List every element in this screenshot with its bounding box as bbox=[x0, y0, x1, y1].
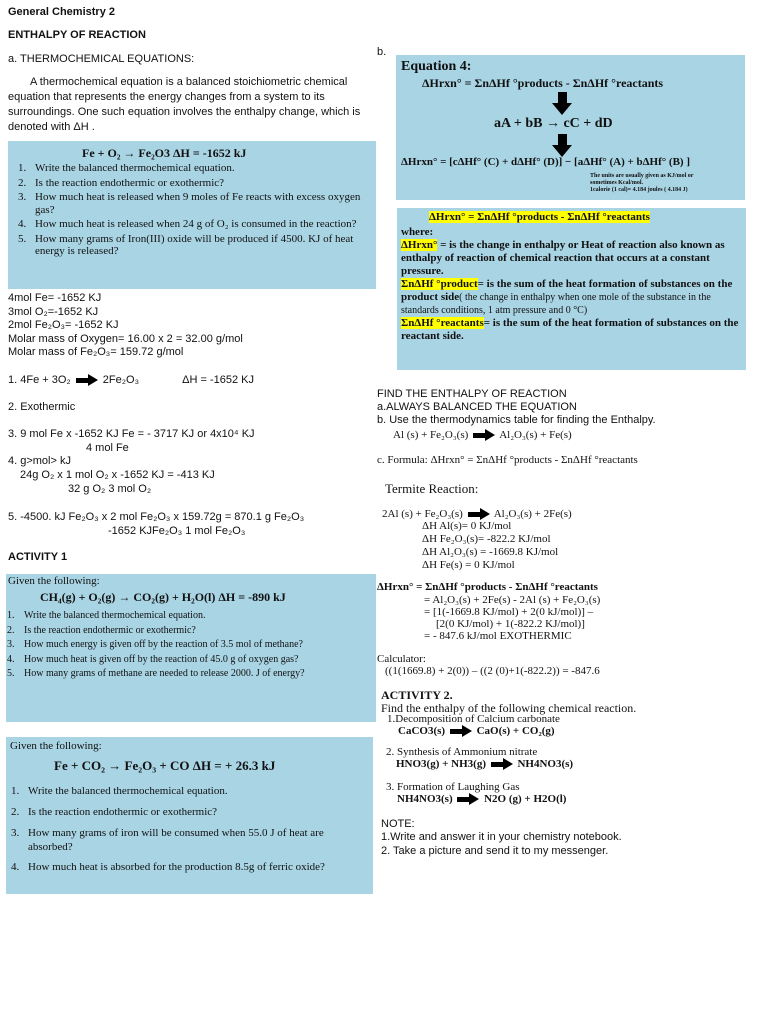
topic-title: ENTHALPY OF REACTION bbox=[8, 29, 146, 41]
list-item: 1. Write the balanced thermochemical equation. bbox=[11, 785, 228, 797]
answer-3: 3. 9 mol Fe x -1652 KJ Fe = - 3717 KJ or 4x10⁴ KJ bbox=[8, 428, 255, 440]
ferric-equation: Fe + CO₂ → Fe₂O₃ + CO ΔH = + 26.3 kJ bbox=[54, 758, 276, 773]
activity1-a-question-list bbox=[7, 610, 373, 683]
given-label: Given the following: bbox=[10, 740, 102, 752]
note-1: 1.Write and answer it in your chemistry notebook. bbox=[381, 831, 622, 843]
find-equation: Al (s) + Fe₂O₃(s) Al₂O₃(s) + Fe(s) bbox=[393, 429, 572, 441]
list-item: 5. How many grams of methane are needed to release 2000. J of energy? bbox=[7, 668, 305, 679]
find-step-a: a.ALWAYS BALANCED THE EQUATION bbox=[377, 401, 577, 413]
answer-4-heading: 4. g>mol> kJ bbox=[8, 455, 71, 467]
answer-4: 24g O₂ x 1 mol O₂ x -1652 KJ = -413 KJ bbox=[20, 469, 215, 481]
list-item: 3. How much heat is released when 9 moles of Fe reacts with excess oxygen gas? bbox=[18, 191, 361, 216]
list-item: 3. How much energy is given off by the reaction of 3.5 mol of methane? bbox=[7, 639, 303, 650]
given-line: 3mol O₂=-1652 KJ bbox=[8, 305, 99, 318]
calculator-expression: ((1(1669.8) + 2(0)) – ((2 (0)+1(-822.2)) = -847.6 bbox=[385, 665, 600, 677]
course-title: General Chemistry 2 bbox=[8, 6, 115, 18]
given-values bbox=[8, 292, 243, 360]
definition-text: where: ΔHrxn° = is the change in enthalpy or Heat of reaction also known as enthalpy of reaction of chemical reaction that occurs at a constant pressure. ΣnΔHf °product= is the sum of the heat formation of substances on the product side( the change in enthalpy when one mole of the substance in the standards conditions, 1 atm pressure and 0 °C) ΣnΔHf °reactants= is the sum of the heat formation of substances on the reactant side. bbox=[401, 226, 739, 342]
given-line: Molar mass of Fe₂O₃= 159.72 g/mol bbox=[8, 346, 184, 358]
answer-5: 5. -4500. kJ Fe₂O₃ x 2 mol Fe₂O₃ x 159.72g = 870.1 g Fe₂O₃ bbox=[8, 511, 305, 523]
reaction-arrow-icon bbox=[468, 510, 490, 519]
activity1-box-methane bbox=[6, 574, 376, 722]
calc-line: = [1(-1669.8 KJ/mol) + 2(0 kJ/mol)] – bbox=[424, 606, 594, 618]
data-line: ΔH Al(s)= 0 KJ/mol bbox=[422, 520, 512, 532]
equation4-box bbox=[396, 55, 745, 200]
answer-2: 2. Exothermic bbox=[8, 401, 76, 413]
find-step-c: c. Formula: ΔHrxn° = ΣnΔHf °products - ΣnΔHf °reactants bbox=[377, 454, 638, 466]
reaction-arrow-icon bbox=[457, 795, 479, 804]
answer-3-denominator: 4 mol Fe bbox=[86, 442, 129, 454]
label-b: b. bbox=[377, 46, 387, 58]
calculator-label: Calculator: bbox=[377, 653, 426, 665]
note-title: NOTE: bbox=[381, 818, 415, 830]
answer-5-denominator: -1652 KJFe₂O₃ 1 mol Fe₂O₃ bbox=[108, 525, 246, 537]
calc-line: = - 847.6 kJ/mol EXOTHERMIC bbox=[424, 630, 572, 642]
definitions-box bbox=[397, 208, 746, 370]
reaction-arrow-icon bbox=[491, 760, 513, 769]
list-item: 1. Write the balanced thermochemical equation. bbox=[18, 162, 235, 174]
find-step-b: b. Use the thermodynamics table for finding the Enthalpy. bbox=[377, 414, 656, 426]
activity1-box-ferric-oxide bbox=[6, 737, 373, 894]
list-item: 4. How much heat is given off by the reaction of 45.0 g of oxygen gas? bbox=[7, 653, 299, 665]
calc-line: = Al₂O₃(s) + 2Fe(s) - 2Al (s) + Fe₂O₃(s) bbox=[424, 594, 601, 606]
section-a-title: a. THERMOCHEMICAL EQUATIONS: bbox=[8, 53, 195, 65]
activity1-b-question-list bbox=[11, 785, 369, 876]
reaction-arrow-icon bbox=[76, 376, 98, 385]
definition-formula: ΔHrxn° = ΣnΔHf °products - ΣnΔHf °reactants bbox=[429, 211, 650, 223]
data-line: ΔH Fe(s) = 0 KJ/mol bbox=[422, 559, 515, 571]
intro-paragraph: A thermochemical equation is a balanced stoichiometric chemical equation that represents the energy changes from a system to its surroundings. One such equation involves the enthalpy change, which is denoted with ΔH . bbox=[8, 76, 361, 133]
data-line: ΔH Fe₂O₃(s)= -822.2 KJ/mol bbox=[422, 533, 551, 545]
given-line: 4mol Fe= -1652 KJ bbox=[8, 292, 102, 304]
activity2-item-label: 2. Synthesis of Ammonium nitrate bbox=[386, 746, 538, 758]
activity2-item-label: 3. Formation of Laughing Gas bbox=[386, 781, 520, 793]
reaction-arrow-icon bbox=[473, 431, 495, 440]
given-line: Molar mass of Oxygen= 16.00 x 2 = 32.00 g/mol bbox=[8, 332, 243, 345]
activity2-reaction: CaCO3(s) CaO(s) + CO₂(g) bbox=[398, 725, 555, 737]
list-item: 4. How much heat is released when 24 g of O₂ is consumed in the reaction? bbox=[18, 218, 357, 230]
activity2-reaction: NH4NO3(s) N2O (g) + H2O(l) bbox=[397, 793, 567, 805]
equation4-formula: ΔHrxn° = ΣnΔHf °products - ΣnΔHf °reactants bbox=[422, 76, 664, 90]
general-reaction: aA + bB → cC + dD bbox=[494, 116, 613, 131]
list-item: 2. Is the reaction endothermic or exothermic? bbox=[11, 805, 218, 818]
units-note: The units are usually given as KJ/mol or sometimes Kcal/mol. 1calorie (1 cal)= 4.184 joules ( 4.184 J) bbox=[590, 173, 694, 193]
answer-1: 1. 4Fe + 3O₂ 2Fe₂O₃ ΔH = -1652 KJ bbox=[8, 374, 254, 386]
list-item: 4. How much heat is absorbed for the production 8.5g of ferric oxide? bbox=[11, 861, 325, 873]
list-item: 1. Write the balanced thermochemical equation. bbox=[7, 610, 206, 621]
data-line: ΔH Al₂O₃(s) = -1669.8 KJ/mol bbox=[422, 546, 559, 558]
activity1-title: ACTIVITY 1 bbox=[8, 551, 68, 563]
given-label: Given the following: bbox=[8, 575, 100, 587]
activity2-item-label: 1.Decomposition of Calcium carbonate bbox=[387, 713, 560, 725]
list-item: 3. How many grams of iron will be consumed when 55.0 J of heat are absorbed? bbox=[11, 827, 324, 853]
activity2-title: ACTIVITY 2. bbox=[381, 688, 453, 702]
find-title: FIND THE ENTHALPY OF REACTION bbox=[377, 388, 567, 400]
note-2: 2. Take a picture and send it to my messenger. bbox=[381, 845, 609, 857]
methane-equation: CH₄(g) + O₂(g) → CO₂(g) + H₂O(l) ΔH = -890 kJ bbox=[40, 590, 286, 604]
activity2-reaction: HNO3(g) + NH3(g) NH4NO3(s) bbox=[396, 758, 574, 770]
activity2-intro: Find the enthalpy of the following chemical reaction. bbox=[381, 701, 637, 715]
box1-question-list bbox=[18, 162, 370, 260]
calc-line: ΔHrxn° = ΣnΔHf °products - ΣnΔHf °reactants bbox=[377, 581, 598, 593]
box1-equation: Fe + O₂ → Fe₂O3 ΔH = -1652 kJ bbox=[82, 146, 247, 160]
calc-line: [2(0 KJ/mol) + 1(-822.2 KJ/mol)] bbox=[436, 618, 585, 630]
given-line: 2mol Fe₂O₃= -1652 KJ bbox=[8, 319, 119, 331]
termite-equation: 2Al (s) + Fe₂O₃(s) Al₂O₃(s) + 2Fe(s) bbox=[382, 508, 572, 520]
list-item: 2. Is the reaction endothermic or exothermic? bbox=[18, 176, 225, 189]
termite-data bbox=[422, 520, 558, 572]
answer-4-denominator: 32 g O₂ 3 mol O₂ bbox=[68, 483, 152, 495]
list-item: 2. Is the reaction endothermic or exothermic? bbox=[7, 624, 196, 636]
termite-title: Termite Reaction: bbox=[385, 481, 479, 496]
equation4-expanded: ΔHrxn° = [cΔHf° (C) + dΔHf° (D)] − [aΔHf° (A) + bΔHf° (B) ] bbox=[401, 156, 690, 168]
equation4-title: Equation 4: bbox=[401, 59, 472, 74]
exercise-box-iron-oxide bbox=[8, 141, 376, 289]
reaction-arrow-icon bbox=[450, 727, 472, 736]
list-item: 5. How many grams of Iron(III) oxide will be produced if 4500. KJ of heat energy is released? bbox=[18, 232, 354, 257]
